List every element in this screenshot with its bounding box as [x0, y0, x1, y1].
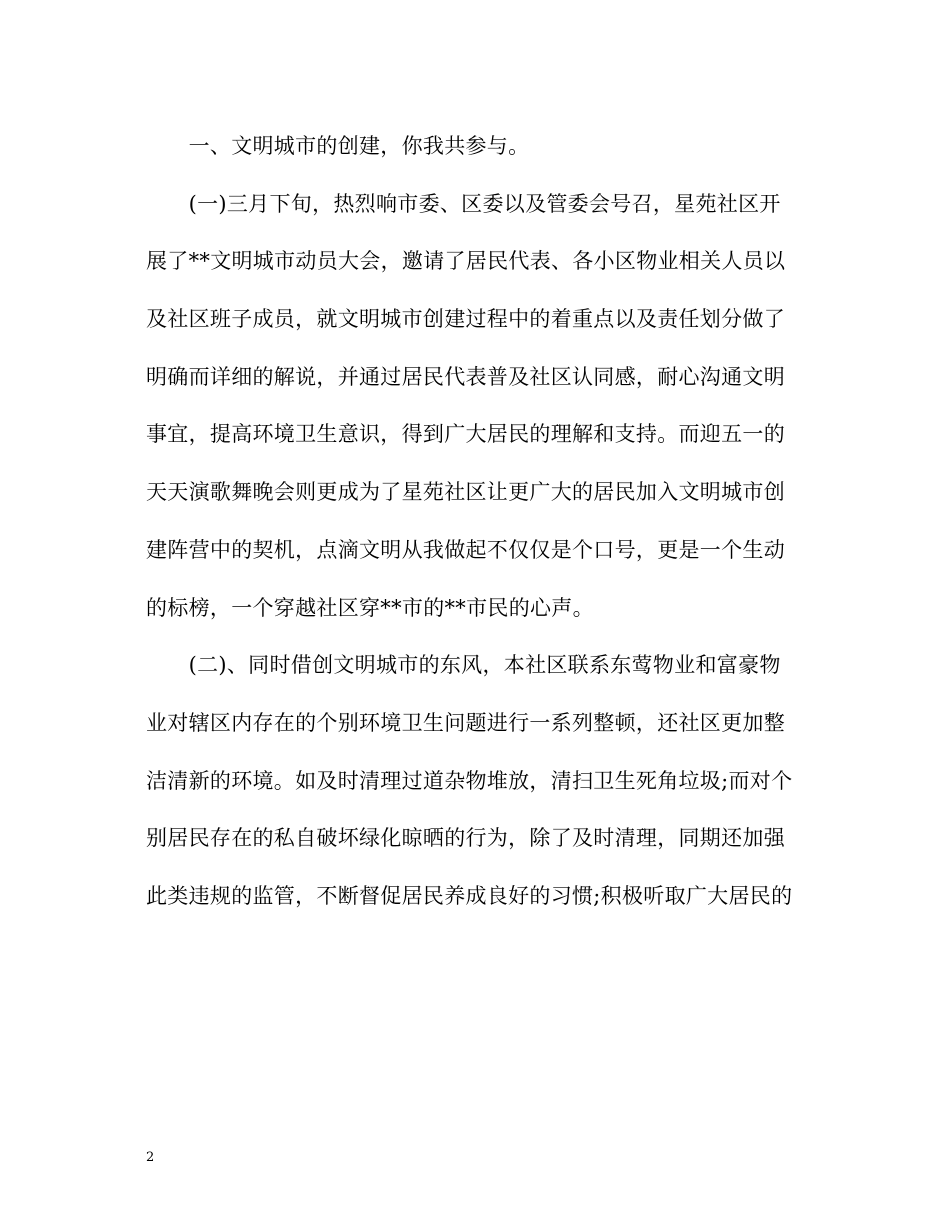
body-text: [146, 118, 811, 926]
text-line: (一)三月下旬，热烈响市委、区委以及管委会号召，星苑社区开: [146, 191, 781, 216]
text-line: (二)、同时借创文明城市的东风，本社区联系东莺物业和富豪物: [146, 653, 781, 678]
text-line: 及社区班子成员，就文明城市创建过程中的着重点以及责任划分做了: [146, 307, 785, 332]
text-line: 别居民存在的私自破坏绿化晾晒的行为，除了及时清理，同期还加强: [146, 826, 785, 851]
text-line: 业对辖区内存在的个别环境卫生问题进行一系列整顿，还社区更加整: [146, 710, 785, 735]
text-line: 建阵营中的契机，点滴文明从我做起不仅仅是个口号，更是一个生动: [146, 537, 785, 562]
text-line: 事宜，提高环境卫生意识，得到广大居民的理解和支持。而迎五一的: [146, 422, 785, 447]
text-line: 天天演歌舞晚会则更成为了星苑社区让更广大的居民加入文明城市创: [146, 480, 785, 505]
page-number: 2: [146, 1150, 155, 1165]
text-line: 此类违规的监管，不断督促居民养成良好的习惯;积极听取广大居民的: [146, 883, 793, 908]
text-line: 明确而详细的解说，并通过居民代表普及社区认同感，耐心沟通文明: [146, 364, 785, 389]
text-line: 一、文明城市的创建，你我共参与。: [146, 134, 530, 158]
text-line: 展了**文明城市动员大会，邀请了居民代表、各小区物业相关人员以: [146, 249, 786, 274]
text-line: 洁清新的环境。如及时清理过道杂物堆放，清扫卫生死角垃圾;而对个: [146, 768, 793, 793]
text-line: 的标榜，一个穿越社区穿**市的**市民的心声。: [146, 595, 594, 620]
